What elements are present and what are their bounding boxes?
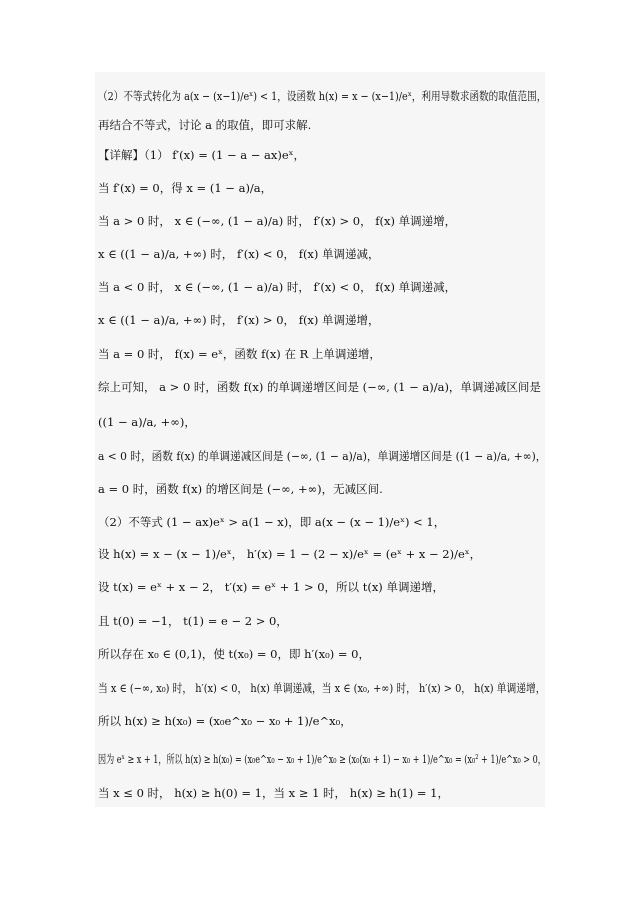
text-line: 设 h(x) = x − (x − 1)/eˣ， h′(x) = 1 − (2 − x)/eˣ = (eˣ + x − 2)/eˣ，: [98, 547, 482, 561]
text-line: （2）不等式转化为 a(x − (x−1)/eˣ) < 1，设函数 h(x) = x − (x−1)/eˣ，利用导数求函数的取值范围，: [98, 89, 547, 103]
text-line: x ∈ ((1 − a)/a, +∞) 时， f′(x) < 0， f(x) 单调递减，: [98, 247, 380, 261]
text-line: 当 a > 0 时， x ∈ (−∞, (1 − a)/a) 时， f′(x) > 0， f(x) 单调递增，: [98, 214, 457, 228]
text-line: 当 f′(x) = 0，得 x = (1 − a)/a，: [98, 181, 273, 195]
text-line: （2）不等式 (1 − ax)eˣ > a(1 − x)，即 a(x − (x − 1)/eˣ) < 1，: [98, 515, 446, 529]
text-line: 【详解】（1） f′(x) = (1 − a − ax)eˣ，: [98, 148, 306, 162]
text-line: 当 a < 0 时， x ∈ (−∞, (1 − a)/a) 时， f′(x) < 0， f(x) 单调递减，: [98, 280, 457, 294]
text-line: 因为 eˣ ≥ x + 1，所以 h(x) ≥ h(x₀) = (x₀e^x₀ − x₀ + 1)/e^x₀ ≥ (x₀(x₀ + 1) − x₀ + 1)/e^x₀ = (x₀² + 1)/e^x₀ > 0，: [98, 752, 546, 766]
text-line: a < 0 时，函数 f(x) 的单调递减区间是 (−∞, (1 − a)/a)，单调递增区间是 ((1 − a)/a, +∞)，: [98, 449, 547, 463]
text-line: 再结合不等式，讨论 a 的取值，即可求解.: [98, 118, 312, 132]
text-line: 设 t(x) = eˣ + x − 2， t′(x) = eˣ + 1 > 0，所以 t(x) 单调递增，: [98, 580, 444, 594]
text-line: 当 x ≤ 0 时， h(x) ≥ h(0) = 1，当 x ≥ 1 时， h(x) ≥ h(1) = 1，: [98, 786, 449, 800]
text-line: 且 t(0) = −1， t(1) = e − 2 > 0，: [98, 614, 288, 628]
text-line: 所以存在 x₀ ∈ (0,1)，使 t(x₀) = 0，即 h′(x₀) = 0，: [98, 647, 370, 661]
text-line: 当 x ∈ (−∞, x₀) 时， h′(x) < 0， h(x) 单调递减，当 x ∈ (x₀, +∞) 时， h′(x) > 0， h(x) 单调递增，: [98, 681, 546, 695]
text-line: 所以 h(x) ≥ h(x₀) = (x₀e^x₀ − x₀ + 1)/e^x₀，: [98, 714, 352, 728]
text-line: 综上可知， a > 0 时，函数 f(x) 的单调递增区间是 (−∞, (1 − a)/a)，单调递减区间是: [98, 380, 541, 394]
text-line: a = 0 时，函数 f(x) 的增区间是 (−∞, +∞)，无减区间.: [98, 482, 383, 496]
text-line: ((1 − a)/a, +∞)，: [98, 415, 196, 429]
text-line: 当 a = 0 时， f(x) = eˣ，函数 f(x) 在 R 上单调递增，: [98, 347, 381, 361]
text-line: x ∈ ((1 − a)/a, +∞) 时， f′(x) > 0， f(x) 单调递增，: [98, 313, 380, 327]
